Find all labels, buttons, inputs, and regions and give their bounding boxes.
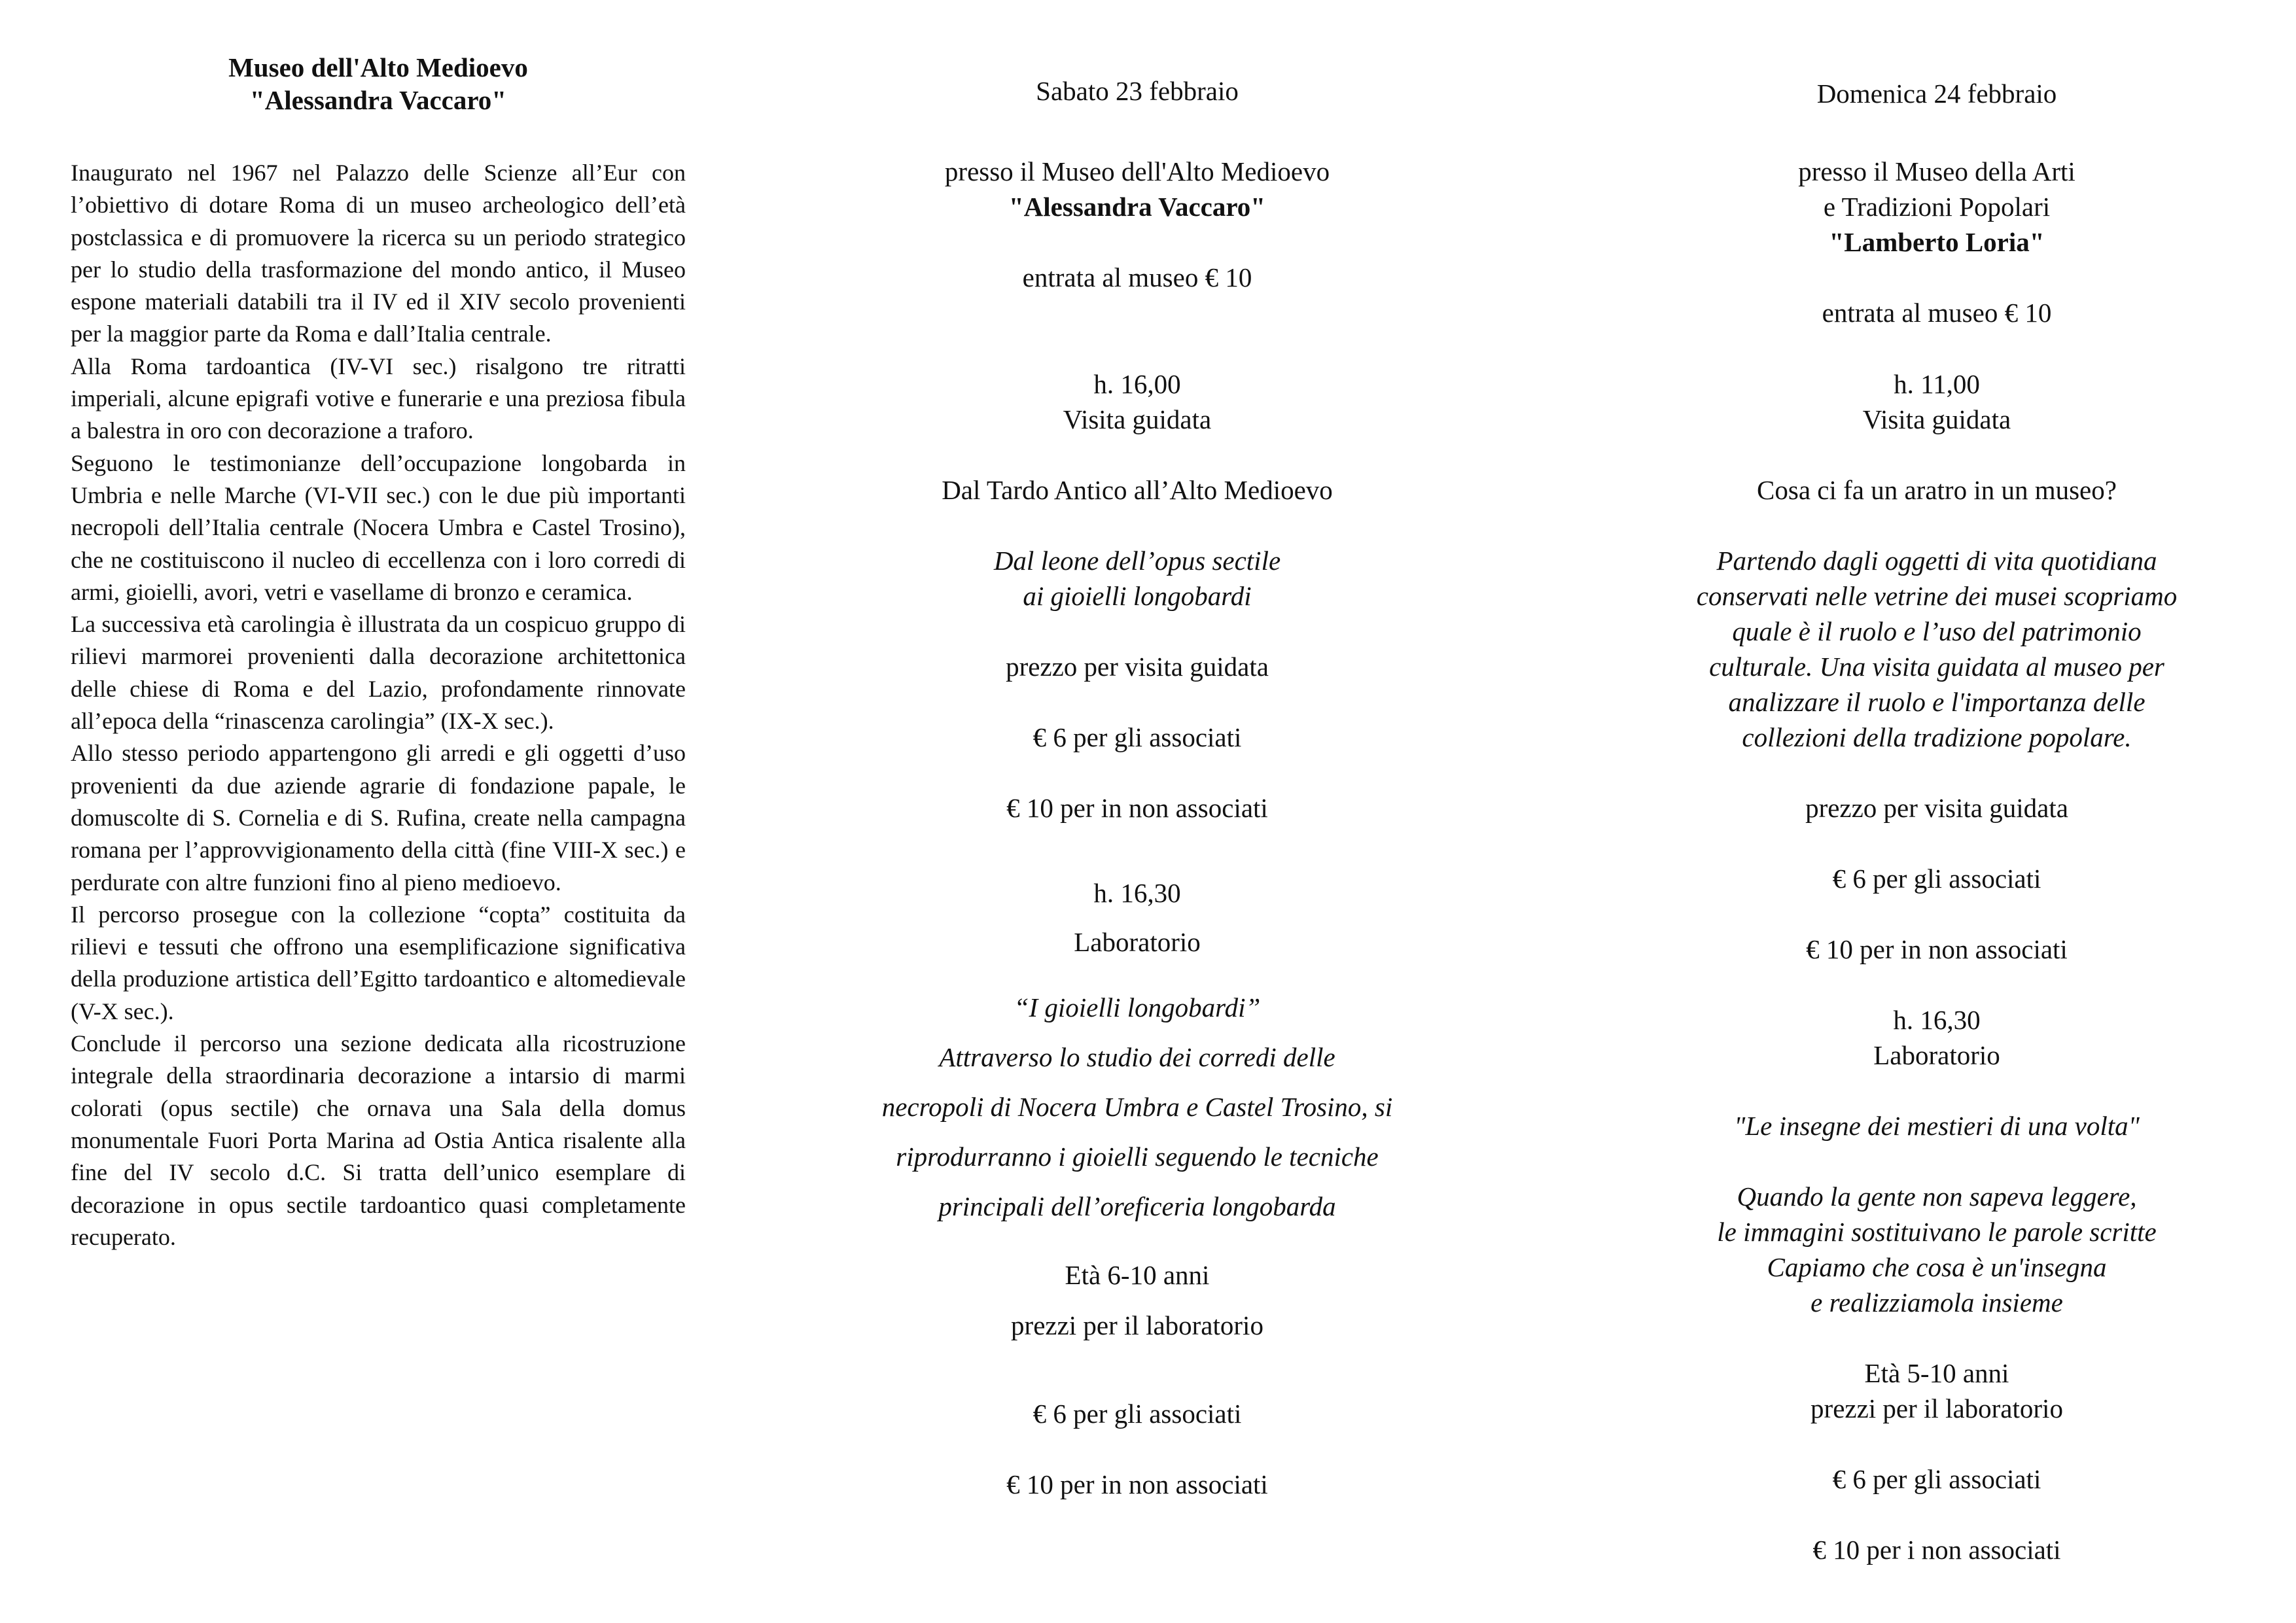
saturday-lab-desc-line2: necropoli di Nocera Umbra e Castel Trosino, si: [881, 1092, 1393, 1122]
sunday-activity-1: Visita guidata: [1862, 404, 2011, 434]
description-paragraph: Alla Roma tardoantica (IV-VI sec.) risalgono tre ritratti imperiali, alcune epigrafi votive e funerarie e una preziosa fibula a balestra in oro con decorazione a traforo.: [71, 353, 686, 444]
sunday-desc-1-line2: conservati nelle vetrine dei musei scopriamo: [1696, 581, 2178, 611]
museum-title: [71, 51, 686, 116]
saturday-entry-price: entrata al museo € 10: [1022, 262, 1252, 292]
description-paragraph: Il percorso prosegue con la collezione “copta” costituita da rilievi e tessuti che offrono una esemplificazione significativa della produzione artistica dell’Egitto tardoantico e altomedievale (V-X sec.).: [71, 901, 686, 1024]
saturday-desc-1-line1: Dal leone dell’opus sectile: [993, 546, 1281, 576]
saturday-venue-line1: presso il Museo dell'Alto Medioevo: [944, 156, 1330, 186]
museum-description-body: [71, 157, 686, 1253]
sunday-venue-line2: e Tradizioni Popolari: [1823, 192, 2051, 222]
sunday-lab-desc-line4: e realizziamola insieme: [1810, 1287, 2063, 1318]
sunday-lab-desc-line2: le immagini sostituivano le parole scritte: [1717, 1217, 2157, 1247]
description-paragraph: Conclude il percorso una sezione dedicata alla ricostruzione integrale della straordinaria decorazione a intarsio di marmi colorati (opus sectile) che ornava una Sala della domus monumentale Fuori Porta Marina ad Ostia Antica risalente alla fine del IV secolo d.C. Si tratta dell’unico esemplare di decorazione in opus sectile tardoantico quasi completamente recuperato.: [71, 1030, 686, 1250]
sunday-time-1: h. 11,00: [1894, 369, 1980, 399]
sunday-venue-line1: presso il Museo della Arti: [1798, 156, 2075, 186]
saturday-lab-desc-line4: principali dell’oreficeria longobarda: [938, 1191, 1336, 1221]
sunday-price-nonmembers-2: € 10 per i non associati: [1812, 1535, 2061, 1565]
sunday-price-label-2: prezzi per il laboratorio: [1810, 1393, 2063, 1423]
sunday-price-members-2: € 6 per gli associati: [1832, 1464, 2041, 1494]
sunday-heading: Domenica 24 febbraio: [1816, 79, 2057, 109]
sunday-price-label-1: prezzo per visita guidata: [1805, 793, 2068, 823]
saturday-venue-name: "Alessandra Vaccaro": [1008, 192, 1266, 222]
description-paragraph: Inaugurato nel 1967 nel Palazzo delle Scienze all’Eur con l’obiettivo di dotare Roma di un museo archeologico dell’età postclassica e di promuovere la ricerca su un periodo strategico per lo studio della trasformazione del mondo antico, il Museo espone materiali databili tra il IV ed il XIV secolo provenienti per la maggior parte da Roma e dall’Italia centrale.: [71, 160, 686, 347]
museum-title-line1: Museo dell'Alto Medioevo: [228, 52, 528, 82]
saturday-time-1: h. 16,00: [1093, 369, 1181, 399]
sunday-entry-price: entrata al museo € 10: [1822, 298, 2052, 328]
sunday-price-members-1: € 6 per gli associati: [1832, 864, 2041, 894]
sunday-desc-1-line6: collezioni della tradizione popolare.: [1742, 722, 2132, 752]
saturday-lab-desc-line3: riprodurranno i gioielli seguendo le tecniche: [896, 1142, 1379, 1172]
sunday-desc-1-line1: Partendo dagli oggetti di vita quotidiana: [1716, 546, 2157, 576]
saturday-price-members-1: € 6 per gli associati: [1033, 722, 1242, 752]
saturday-price-members-2: € 6 per gli associati: [1033, 1399, 1242, 1429]
saturday-price-label-1: prezzo per visita guidata: [1006, 652, 1269, 682]
saturday-time-2: h. 16,30: [1093, 878, 1181, 908]
sunday-desc-1-line5: analizzare il ruolo e l'importanza delle: [1728, 687, 2146, 717]
saturday-lab-desc-line1: Attraverso lo studio dei corredi delle: [939, 1042, 1335, 1072]
saturday-activity-2: Laboratorio: [1074, 927, 1201, 957]
description-paragraph: La successiva età carolingia è illustrata da un cospicuo gruppo di rilievi marmorei provenienti dalla decorazione architettonica delle chiese di Roma e del Lazio, profondamente rinnovate all’epoca della “rinascenza carolingia” (IX-X sec.).: [71, 611, 686, 735]
saturday-price-nonmembers-2: € 10 per in non associati: [1006, 1469, 1268, 1499]
sunday-lab-desc-line1: Quando la gente non sapeva leggere,: [1737, 1181, 2137, 1212]
saturday-price-label-2: prezzi per il laboratorio: [1011, 1310, 1263, 1340]
sunday-desc-1-line4: culturale. Una visita guidata al museo per: [1709, 652, 2164, 682]
sunday-age: Età 5-10 anni: [1864, 1358, 2009, 1388]
saturday-heading: Sabato 23 febbraio: [1036, 76, 1239, 106]
museum-title-line2: "Alessandra Vaccaro": [249, 85, 507, 115]
saturday-topic-1: Dal Tardo Antico all’Alto Medioevo: [942, 475, 1333, 505]
sunday-topic-1: Cosa ci fa un aratro in un museo?: [1757, 475, 2117, 505]
sunday-time-2: h. 16,30: [1893, 1005, 1981, 1035]
sunday-lab-title: "Le insegne dei mestieri di una volta": [1734, 1111, 2140, 1141]
description-paragraph: Allo stesso periodo appartengono gli arredi e gli oggetti d’uso provenienti da due aziende agrarie di fondazione papale, le domuscolte di S. Cornelia e di S. Rufina, create nella campagna romana per l’approvvigionamento della città (fine VIII-X sec.) e perdurate con altre funzioni fino al pieno medioevo.: [71, 740, 686, 896]
saturday-price-nonmembers-1: € 10 per in non associati: [1006, 793, 1268, 823]
sunday-venue-name: "Lamberto Loria": [1829, 227, 2045, 257]
saturday-activity-1: Visita guidata: [1063, 404, 1212, 434]
description-paragraph: Seguono le testimonianze dell’occupazione longobarda in Umbria e nelle Marche (VI-VII sec.) con le due più importanti necropoli dell’Italia centrale (Nocera Umbra e Castel Trosino), che ne costituiscono il nucleo di eccellenza con i loro corredi di armi, gioielli, avori, vetri e vasellame di bronzo e ceramica.: [71, 449, 686, 605]
sunday-lab-desc-line3: Capiamo che cosa è un'insegna: [1767, 1252, 2107, 1282]
saturday-desc-1-line2: ai gioielli longobardi: [1023, 581, 1252, 611]
sunday-activity-2: Laboratorio: [1873, 1040, 2000, 1070]
saturday-lab-title: “I gioielli longobardi”: [1014, 992, 1261, 1022]
sunday-desc-1-line3: quale è il ruolo e l’uso del patrimonio: [1732, 616, 2142, 646]
sunday-price-nonmembers-1: € 10 per in non associati: [1806, 934, 2068, 964]
saturday-age: Età 6-10 anni: [1065, 1260, 1210, 1290]
